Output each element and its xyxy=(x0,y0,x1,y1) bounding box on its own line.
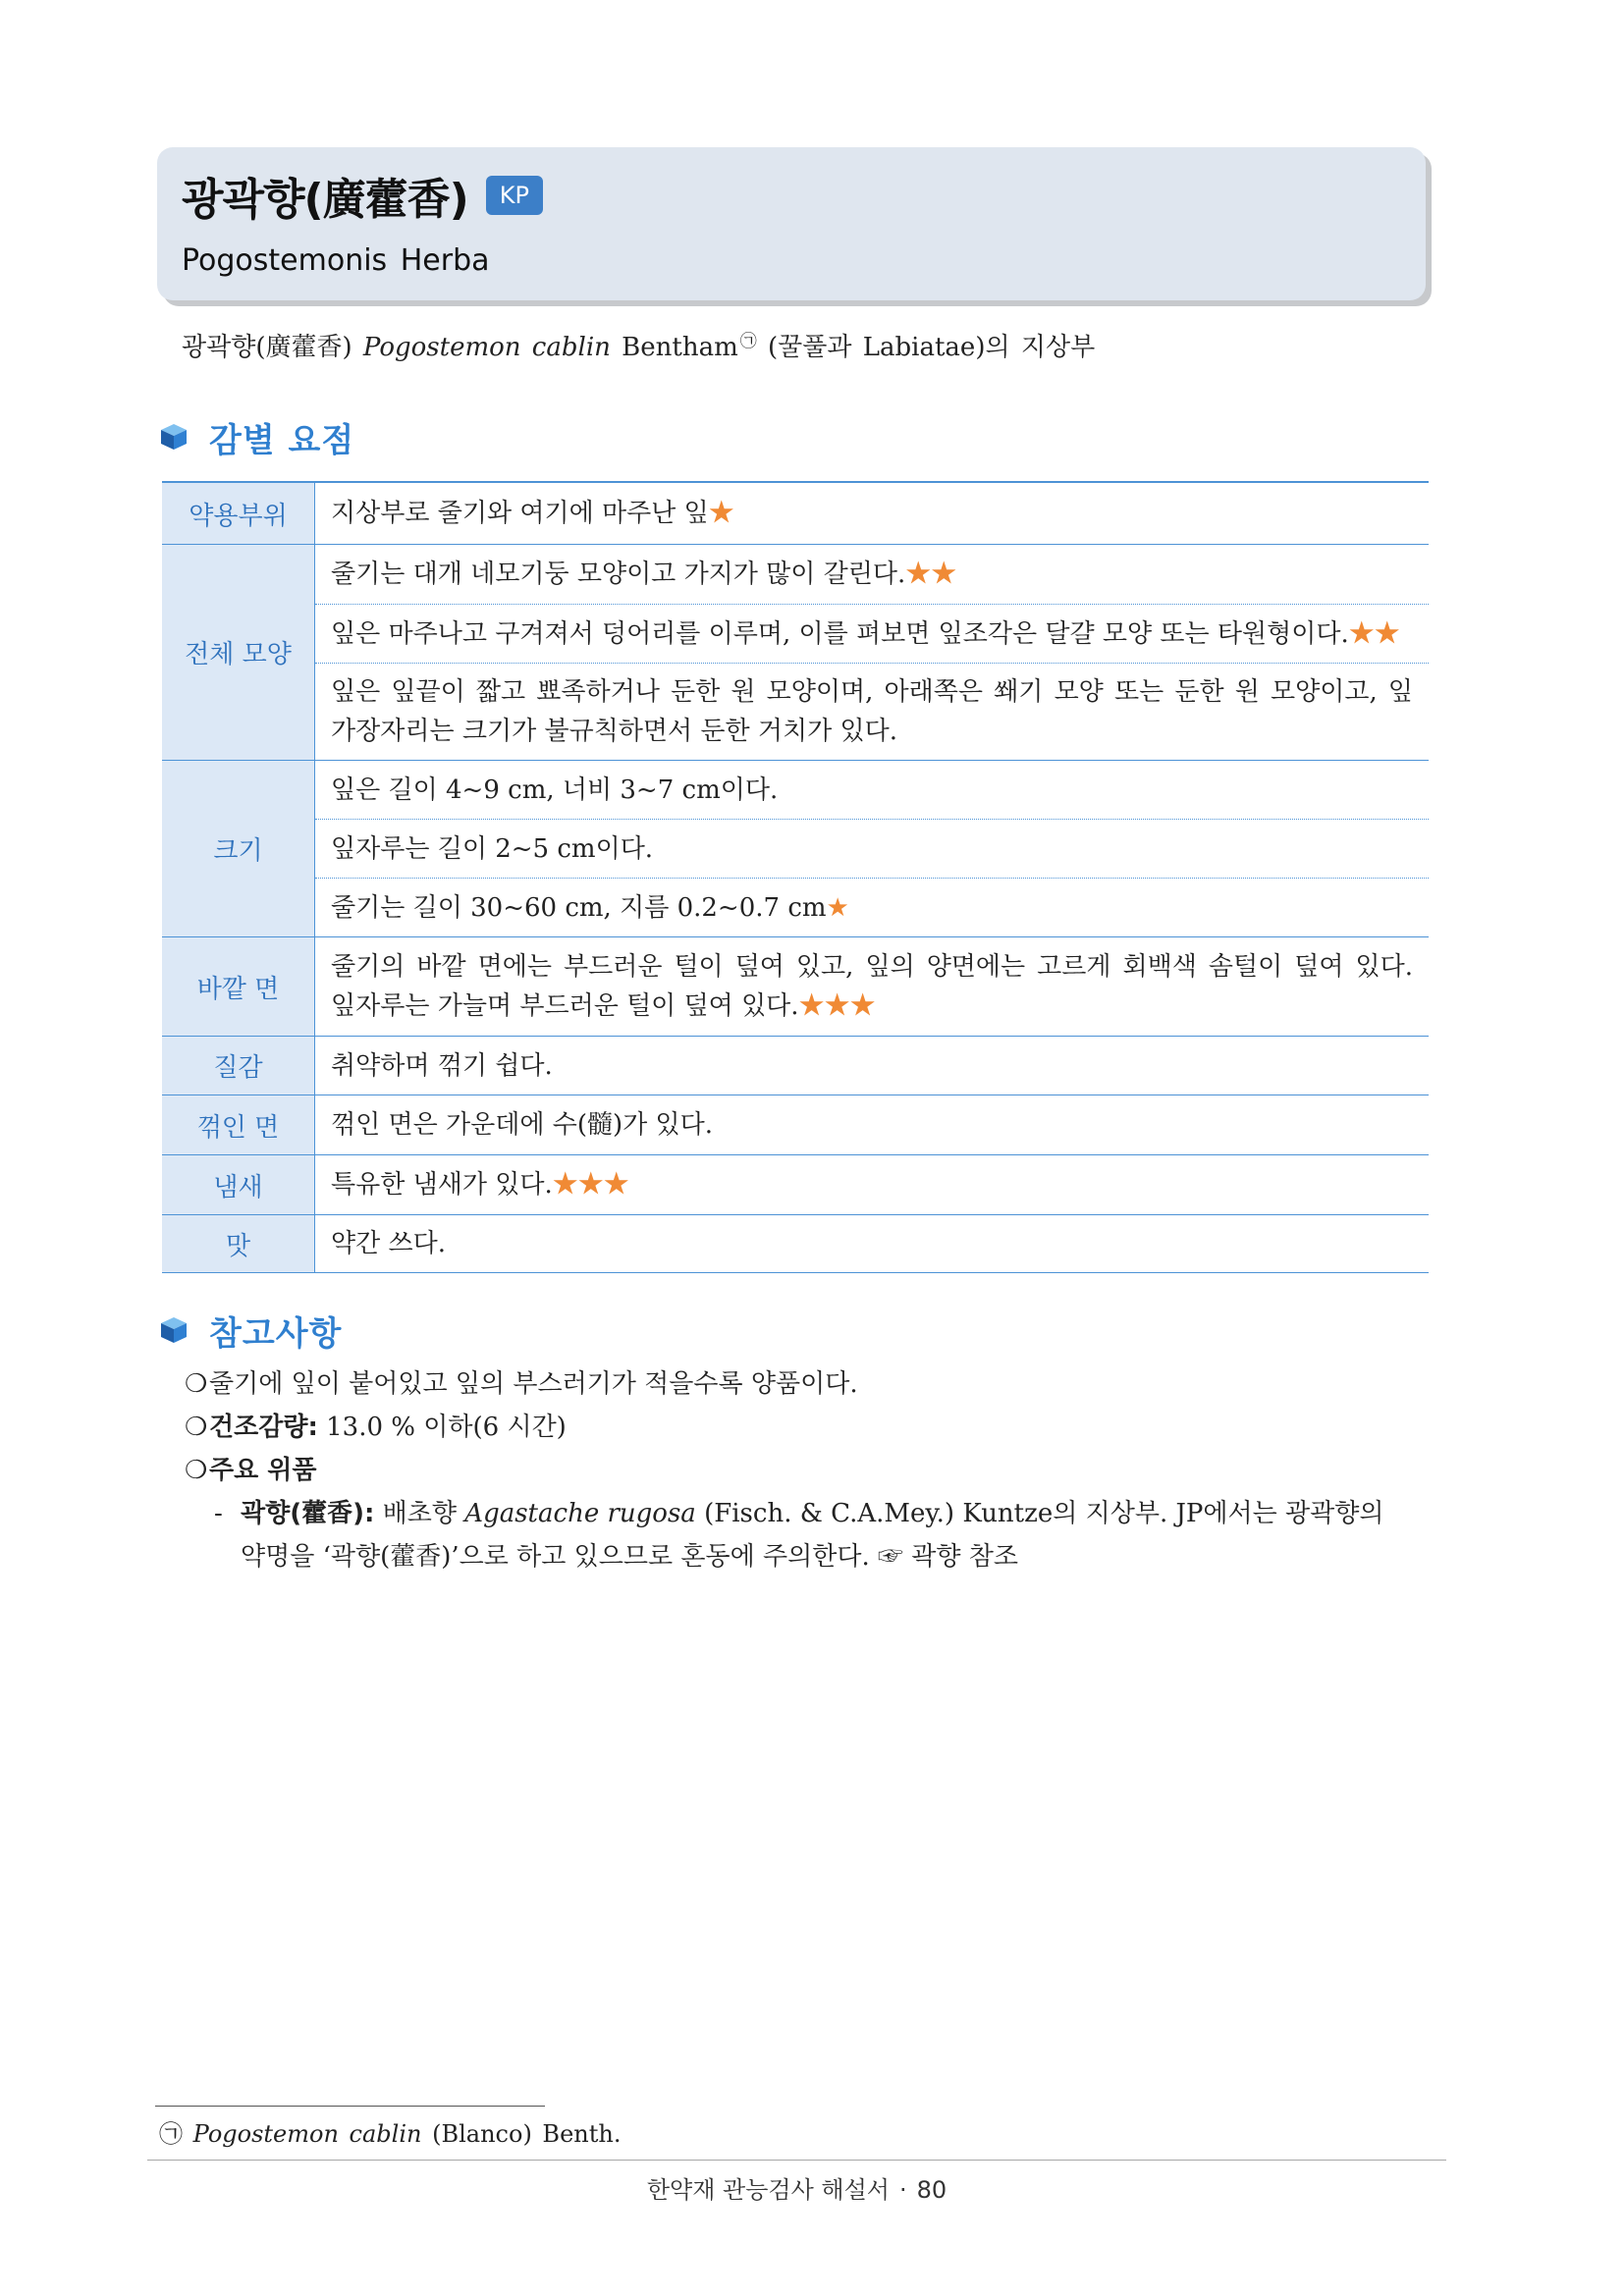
circle-bullet-icon: ❍ xyxy=(185,1369,208,1399)
row-label: 전체 모양 xyxy=(162,545,315,760)
page-title: 광곽향(廣藿香) xyxy=(182,175,468,225)
table-row xyxy=(162,1155,1429,1215)
note-text: (Fisch. & C.A.Mey.) Kuntze의 지상부. JP에서는 광곽향의 약명을 ‘곽향(藿香)’으로 하고 있으므로 혼동에 주의한다. ☞ 곽향 참조 xyxy=(241,1499,1384,1572)
page-footer xyxy=(147,2173,1446,2207)
title-line xyxy=(182,167,543,224)
section-title: 감별 요점 xyxy=(209,420,355,460)
footnote-species: Pogostemon cablin xyxy=(192,2120,422,2148)
note-species: Agastache rugosa xyxy=(464,1499,696,1528)
importance-stars: ★ xyxy=(708,499,734,528)
table-cell xyxy=(315,545,1429,604)
row-label: 크기 xyxy=(162,761,315,936)
cell-text: 잎은 마주나고 구겨져서 덩어리를 이루며, 이를 펴보면 잎조각은 달걀 모양 또는 타원형이다. xyxy=(331,618,1349,649)
footnote-divider xyxy=(155,2106,545,2107)
circle-bullet-icon: ❍ xyxy=(185,1456,208,1485)
cell-text: 취약하며 꺾기 쉽다. xyxy=(331,1050,553,1081)
note-text: 13.0 % 이하(6 시간) xyxy=(326,1413,567,1442)
cell-text: 잎자루는 길이 2~5 cm이다. xyxy=(331,833,654,864)
footnote-author: (Blanco) Benth. xyxy=(432,2120,622,2148)
cell-text: 특유한 냄새가 있다. xyxy=(331,1170,553,1200)
table-row xyxy=(162,545,1429,761)
table-row xyxy=(162,761,1429,937)
note-text: 줄기에 잎이 붙어있고 잎의 부스러기가 적을수록 양품이다. xyxy=(209,1369,858,1399)
identification-table xyxy=(162,481,1429,1273)
footnote-mark: ㉠ xyxy=(159,2120,183,2148)
cell-text: 잎은 잎끝이 짧고 뾰족하거나 둔한 원 모양이며, 아래쪽은 쐐기 모양 또는 둔한 원 모양이고, 잎 가장자리는 크기가 불규칙하면서 둔한 거치가 있다. xyxy=(331,677,1413,746)
importance-stars: ★★ xyxy=(1348,618,1400,649)
table-cell xyxy=(315,878,1429,936)
botanical-origin xyxy=(182,324,1095,365)
table-row xyxy=(162,937,1429,1037)
notes-list xyxy=(185,1362,1446,1578)
note-label: 곽향(藿香): xyxy=(241,1499,375,1528)
table-row xyxy=(162,1037,1429,1095)
row-label: 꺾인 면 xyxy=(162,1095,315,1154)
table-row xyxy=(162,1215,1429,1273)
table-cell xyxy=(315,663,1429,760)
list-item xyxy=(185,1449,1446,1492)
footer-divider xyxy=(147,2160,1446,2161)
cell-text: 약간 쓰다. xyxy=(331,1229,446,1258)
row-label: 질감 xyxy=(162,1037,315,1095)
latin-drug-name: Pogostemonis Herba xyxy=(182,243,490,278)
section-heading-notes xyxy=(159,1310,343,1354)
origin-korean-name: 광곽향(廣藿香) xyxy=(182,333,352,362)
pharmacopoeia-badge: KP xyxy=(486,176,543,215)
cell-text: 잎은 길이 4~9 cm, 너비 3~7 cm이다. xyxy=(331,774,779,805)
origin-author: Bentham xyxy=(622,333,738,362)
row-label: 바깥 면 xyxy=(162,937,315,1036)
importance-stars: ★★ xyxy=(905,560,957,589)
monograph-header xyxy=(157,147,1426,300)
cell-text: 줄기는 길이 30~60 cm, 지름 0.2~0.7 cm xyxy=(331,892,827,923)
footnote-mark: ㉠ xyxy=(739,332,757,351)
section-heading-key-points xyxy=(159,417,355,460)
table-row xyxy=(162,1095,1429,1155)
table-row xyxy=(162,483,1429,545)
table-cell xyxy=(315,1215,1429,1272)
footer-separator: · xyxy=(898,2176,907,2204)
table-cell xyxy=(315,761,1429,819)
cube-icon xyxy=(159,1315,189,1345)
book-title: 한약재 관능검사 해설서 xyxy=(646,2176,890,2204)
cell-text: 지상부로 줄기와 여기에 마주난 잎 xyxy=(331,499,709,528)
cube-icon xyxy=(159,422,189,452)
importance-stars: ★★★ xyxy=(552,1170,629,1200)
cell-text: 줄기의 바깥 면에는 부드러운 털이 덮여 있고, 잎의 양면에는 고르게 회백색 솜털이 덮여 있다. 잎자루는 가늘며 부드러운 털이 덮여 있다. xyxy=(331,952,1413,1021)
dash-bullet-icon: - xyxy=(214,1499,223,1528)
row-label: 냄새 xyxy=(162,1155,315,1214)
sub-list-item xyxy=(214,1492,1446,1578)
footnote xyxy=(159,2117,621,2151)
page-number: 80 xyxy=(916,2176,947,2204)
cell-text: 꺾인 면은 가운데에 수(髓)가 있다. xyxy=(331,1110,714,1140)
origin-species: Pogostemon cablin xyxy=(362,333,611,362)
section-title: 참고사항 xyxy=(209,1313,343,1354)
table-cell xyxy=(315,1095,1429,1154)
table-cell xyxy=(315,483,1429,544)
note-text: 배초향 xyxy=(382,1499,458,1528)
row-label: 맛 xyxy=(162,1215,315,1272)
note-label: 건조감량: xyxy=(209,1413,318,1442)
row-label: 약용부위 xyxy=(162,483,315,544)
circle-bullet-icon: ❍ xyxy=(185,1413,208,1442)
table-cell xyxy=(315,1037,1429,1095)
importance-stars: ★ xyxy=(826,892,849,923)
table-cell xyxy=(315,604,1429,663)
list-item xyxy=(185,1406,1446,1449)
origin-family: (꿀풀과 Labiatae)의 지상부 xyxy=(768,333,1096,362)
table-cell xyxy=(315,1155,1429,1214)
cell-text: 줄기는 대개 네모기둥 모양이고 가지가 많이 갈린다. xyxy=(331,560,906,589)
importance-stars: ★★★ xyxy=(798,991,876,1021)
table-cell xyxy=(315,819,1429,878)
list-item xyxy=(185,1362,1446,1406)
note-label: 주요 위품 xyxy=(209,1456,317,1485)
table-cell xyxy=(315,937,1429,1036)
